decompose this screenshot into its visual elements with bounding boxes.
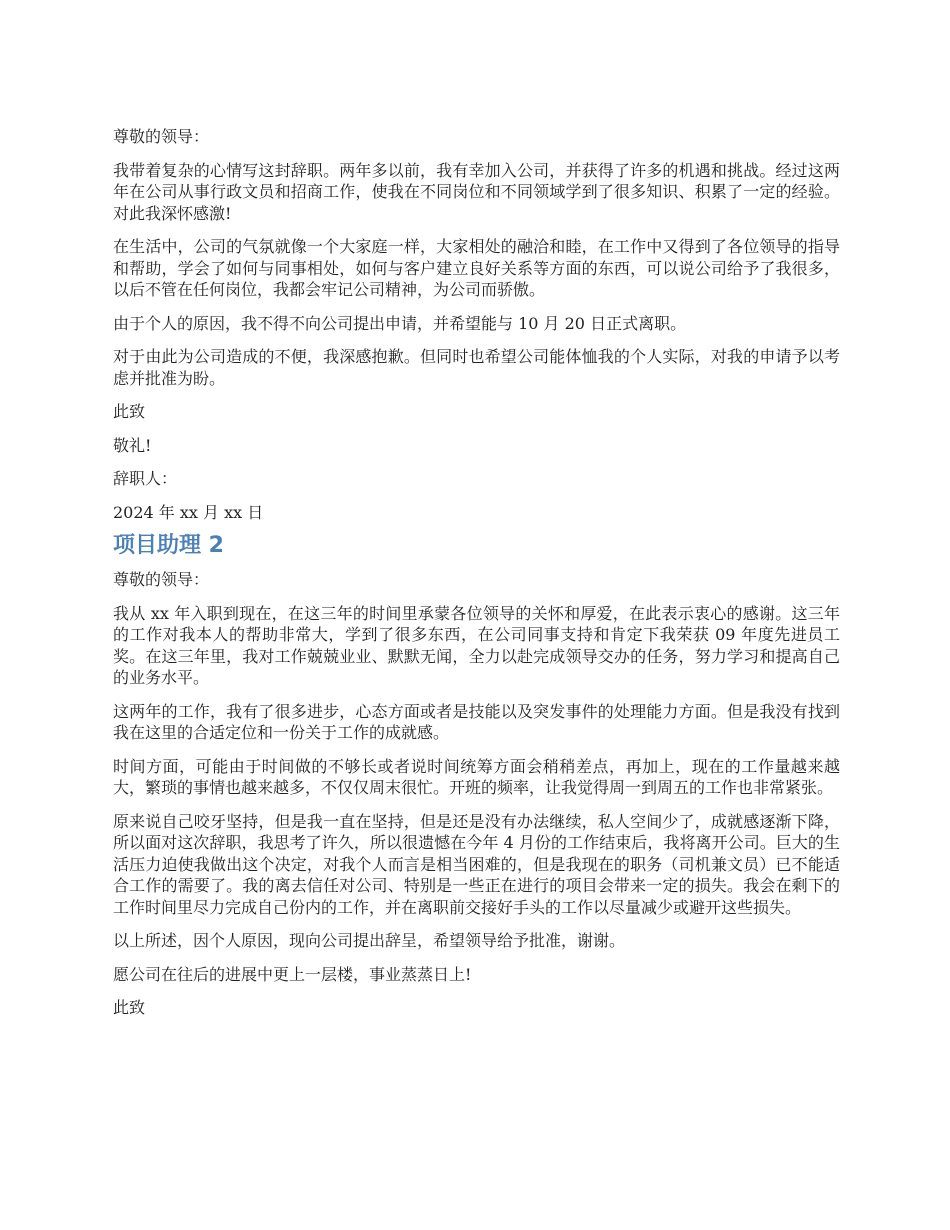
body-paragraph: 这两年的工作，我有了很多进步，心态方面或者是技能以及突发事件的处理能力方面。但是我没有找到我在这里的合适定位和一份关于工作的成就感。: [113, 701, 840, 742]
body-paragraph: 原来说自己咬牙坚持，但是我一直在坚持，但是还是没有办法继续，私人空间少了，成就感逐渐下降，所以面对这次辞职，我思考了许久，所以很遗憾在今年 4 月份的工作结束后，我将离开公司。巨大的生活压力迫使我做出这个决定，对我个人而言是相当困难的，但是我现在的职务（司机兼文员）已不能适合工作的需要了。我的离去信任对公司、特别是一些正在进行的项目会带来一定的损失。我会在剩下的工作时间里尽力完成自己份内的工作，并在离职前交接好手头的工作以尽量减少或避开这些损失。: [113, 811, 840, 917]
body-paragraph: 时间方面，可能由于时间做的不够长或者说时间统筹方面会稍稍差点，再加上，现在的工作量越来越大，繁琐的事情也越来越多，不仅仅周末很忙。开班的频率，让我觉得周一到周五的工作也非常紧张。: [113, 756, 840, 797]
section-heading: 项目助理 2: [113, 533, 224, 558]
body-paragraph: 愿公司在往后的进展中更上一层楼，事业蒸蒸日上!: [113, 964, 472, 984]
body-paragraph: 对于由此为公司造成的不便，我深感抱歉。但同时也希望公司能体恤我的个人实际，对我的申请予以考虑并批准为盼。: [113, 347, 840, 388]
salutation: 尊敬的领导：: [113, 570, 210, 589]
document-page: [113, 126, 840, 1031]
signer-label: 辞职人：: [113, 469, 178, 488]
letter-date: 2024 年 xx 月 xx 日: [113, 502, 264, 522]
body-paragraph: 由于个人的原因，我不得不向公司提出申请，并希望能与 10 月 20 日正式离职。: [113, 313, 687, 333]
body-paragraph: 在生活中，公司的气氛就像一个大家庭一样，大家相处的融洽和睦，在工作中又得到了各位领导的指导和帮助，学会了如何与同事相处，如何与客户建立良好关系等方面的东西，可以说公司给予了我很多，以后不管在任何岗位，我都会牢记公司精神，为公司而骄傲。: [113, 237, 840, 299]
regards: 敬礼!: [113, 435, 152, 455]
salutation: 尊敬的领导：: [113, 127, 210, 146]
body-paragraph: 以上所述，因个人原因，现向公司提出辞呈，希望领导给予批准，谢谢。: [113, 931, 626, 950]
resignation-letter-1: [113, 126, 840, 523]
body-paragraph: 我从 xx 年入职到现在，在这三年的时间里承蒙各位领导的关怀和厚爱，在此表示衷心的感谢。这三年的工作对我本人的帮助非常大，学到了很多东西，在公司同事支持和肯定下我荣获 09 年度先进员工奖。在这三年里，我对工作兢兢业业、默默无闻，全力以赴完成领导交办的任务，努力学习和提高自己的业务水平。: [113, 603, 840, 687]
resignation-letter-2: [113, 569, 840, 1019]
closing: 此致: [113, 998, 146, 1017]
body-paragraph: 我带着复杂的心情写这封辞职。两年多以前，我有幸加入公司，并获得了许多的机遇和挑战。经过这两年在公司从事行政文员和招商工作，使我在不同岗位和不同领域学到了很多知识、积累了一定的经验。对此我深怀感激!: [113, 160, 840, 223]
closing: 此致: [113, 402, 146, 421]
